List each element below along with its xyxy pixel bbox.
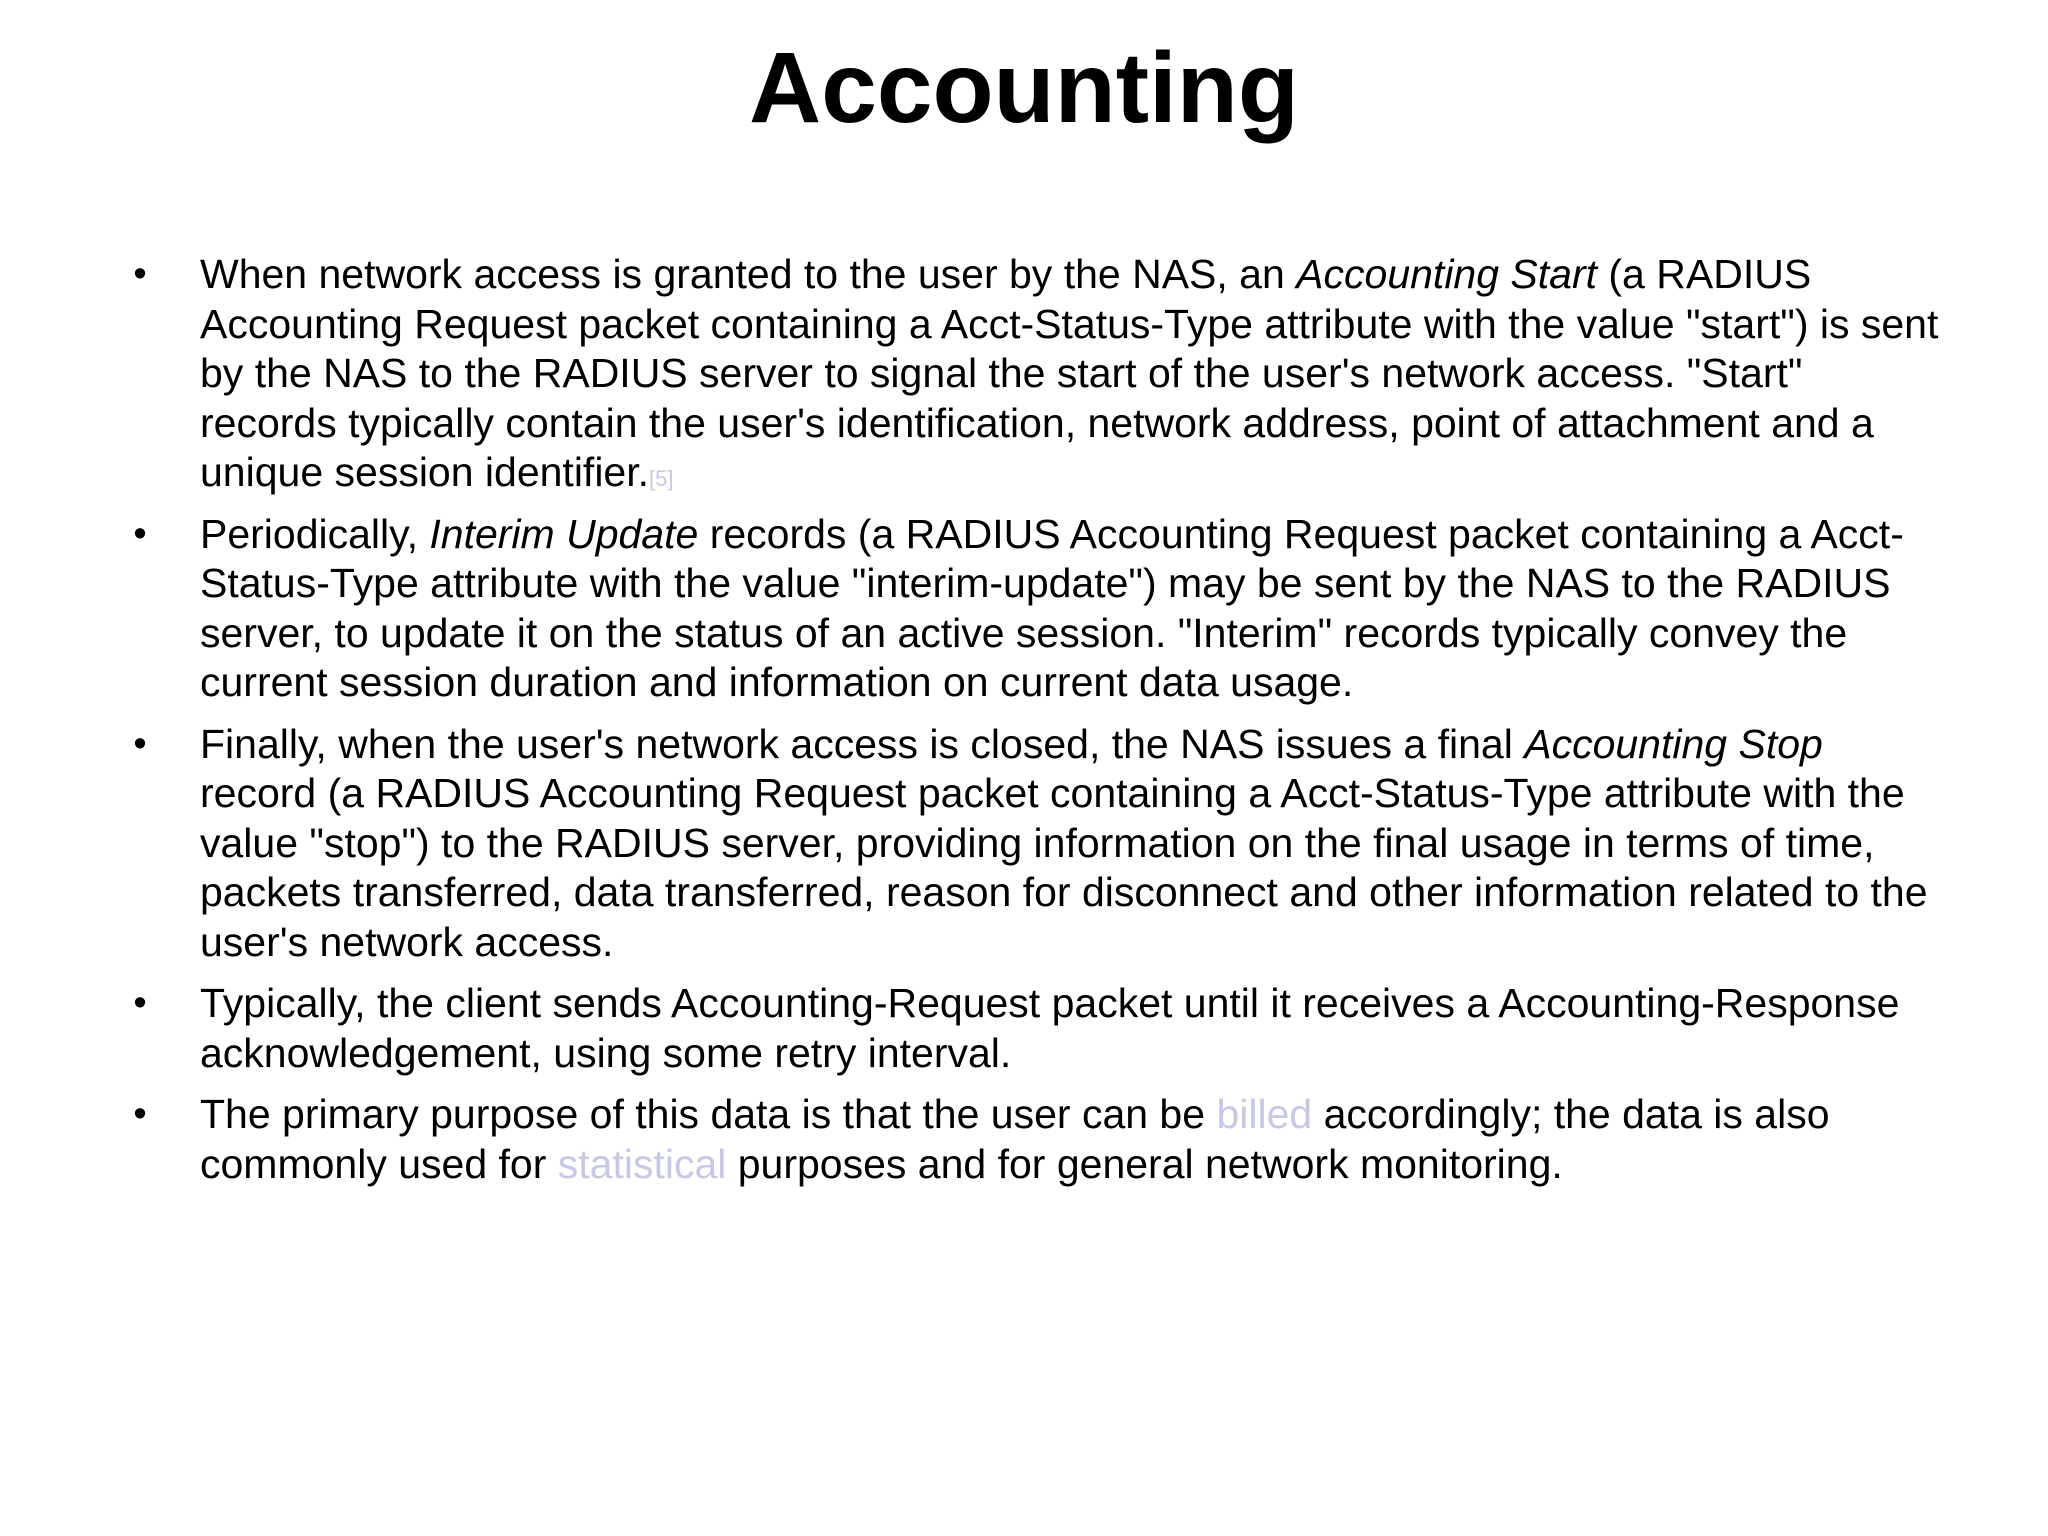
term-interim-update: Interim Update: [429, 510, 699, 557]
bullet-icon: •: [133, 982, 147, 1024]
bullet-text: Finally, when the user's network access is closed, the NAS issues a final: [200, 720, 1525, 767]
bullet-item-retry: [120, 979, 1950, 1078]
bullet-text: records (a RADIUS Accounting Request packet containing a Acct-Status-Type attribute with the value "interim-update") may be sent by the NAS to the RADIUS server, to update it on the status of an active session. "Interim" records typically convey the current session duration and information on current data usage.: [200, 510, 1904, 705]
bullet-item-accounting-stop: [120, 720, 1950, 968]
bullet-item-purpose: [120, 1090, 1950, 1189]
bullet-icon: •: [133, 1093, 147, 1135]
bullet-text: Periodically,: [200, 510, 430, 557]
slide-title: Accounting: [749, 32, 1299, 144]
bullet-icon: •: [133, 722, 147, 765]
citation-link[interactable]: [5]: [649, 466, 674, 491]
term-accounting-start: Accounting Start: [1296, 251, 1598, 297]
bullet-text: When network access is granted to the user by the NAS, an: [200, 251, 1297, 297]
bullet-text: (a RADIUS Accounting Request packet containing a Acct-Status-Type attribute with the value "start") is sent by the NAS to the RADIUS server to signal the start of the user's network access. "Start" records typically contain the user's identification, network address, point of attachment and a unique session identifier.: [200, 251, 1939, 495]
bullet-item-interim-update: [120, 510, 1950, 708]
bullet-icon: •: [133, 253, 147, 295]
bullet-icon: •: [133, 512, 147, 555]
link-billed[interactable]: billed: [1216, 1091, 1313, 1137]
bullet-list: [120, 250, 1950, 1201]
bullet-item-accounting-start: [120, 250, 1950, 498]
bullet-text: Typically, the client sends Accounting-Request packet until it receives a Accounting-Response acknowledgement, using some retry interval.: [200, 980, 1900, 1076]
bullet-text: purposes and for general network monitoring.: [726, 1140, 1563, 1187]
bullet-text: The primary purpose of this data is that the user can be: [200, 1091, 1217, 1137]
bullet-text: accordingly; the data is also commonly used for: [200, 1091, 1830, 1187]
link-statistical[interactable]: statistical: [557, 1140, 727, 1187]
bullet-text: record (a RADIUS Accounting Request packet containing a Acct-Status-Type attribute with the value "stop") to the RADIUS server, providing information on the final usage in terms of time, packets transferred, data transferred, reason for disconnect and other information related to the user's network access.: [200, 770, 1928, 965]
term-accounting-stop: Accounting Stop: [1524, 720, 1823, 767]
